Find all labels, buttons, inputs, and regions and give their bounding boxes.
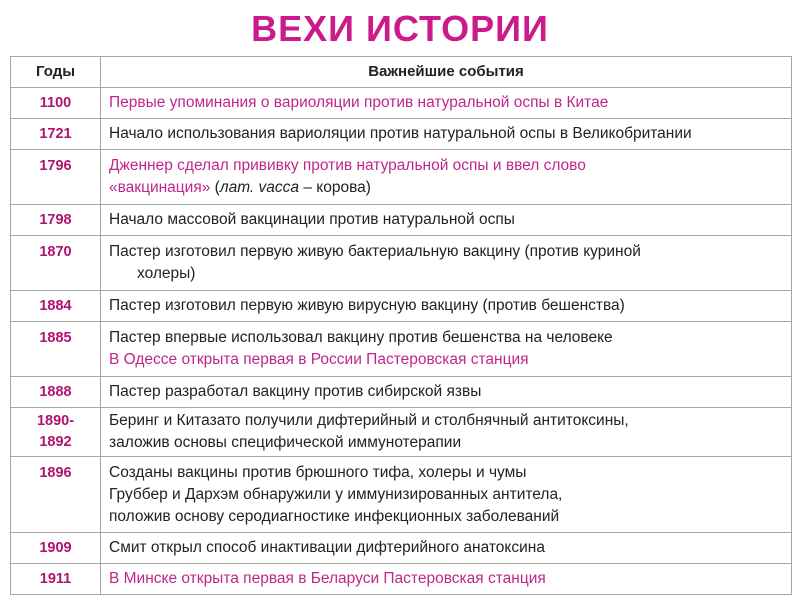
event-cell xyxy=(101,564,792,595)
year-cell xyxy=(11,408,101,457)
table-row xyxy=(11,150,792,205)
table-header-row xyxy=(11,57,792,88)
year-cell: 1798 xyxy=(11,205,101,236)
year-cell: 1796 xyxy=(11,150,101,205)
event-line: Пастер впервые использовал вакцину против бешенства на человеке xyxy=(109,329,613,346)
year-cell: 1721 xyxy=(11,119,101,150)
year-cell: 1100 xyxy=(11,88,101,119)
event-line: Пастер изготовил первую живую вирусную вакцину (против бешенства) xyxy=(109,297,625,314)
year-cell: 1888 xyxy=(11,377,101,408)
event-line: Созданы вакцины против брюшного тифа, холеры и чумы xyxy=(109,463,527,481)
event-cell xyxy=(101,236,792,291)
history-table xyxy=(10,56,792,595)
page-title: ВЕХИ ИСТОРИИ xyxy=(251,8,549,49)
table-row xyxy=(11,291,792,322)
event-cell xyxy=(101,291,792,322)
table-row xyxy=(11,88,792,119)
event-line: положив основу серодиагностике инфекционных заболеваний xyxy=(109,507,560,525)
table-row xyxy=(11,377,792,408)
event-line: Начало использования вариоляции против натуральной оспы в Великобритании xyxy=(109,125,692,142)
event-line: Смит открыл способ инактивации дифтерийного анатоксина xyxy=(109,539,545,556)
year-cell: 1870 xyxy=(11,236,101,291)
year-cell: 1911 xyxy=(11,564,101,595)
event-line: В Минске открыта первая в Беларуси Пастеровская станция xyxy=(109,570,546,587)
event-cell xyxy=(101,533,792,564)
table-row xyxy=(11,457,792,533)
year-cell: 1884 xyxy=(11,291,101,322)
event-cell xyxy=(101,205,792,236)
event-line: Пастер изготовил первую живую бактериальную вакцину (против куриной xyxy=(109,243,641,260)
event-line: Пастер разработал вакцину против сибирской язвы xyxy=(109,383,482,400)
year-line: 1892 xyxy=(39,434,72,450)
header-years: Годы xyxy=(11,57,101,88)
event-line: Первые упоминания о вариоляции против натуральной оспы в Китае xyxy=(109,94,609,111)
event-cell xyxy=(101,150,792,205)
event-line: В Одессе открыта первая в России Пастеровская станция xyxy=(109,351,529,368)
event-line: холеры) xyxy=(137,265,196,282)
header-events: Важнейшие события xyxy=(101,57,792,88)
table-row xyxy=(11,205,792,236)
event-line: Дженнер сделал прививку против натуральной оспы и ввел слово xyxy=(109,157,586,174)
event-cell xyxy=(101,408,792,457)
term-vaccination: «вакцинация» xyxy=(109,179,211,196)
event-cell xyxy=(101,457,792,533)
year-cell: 1896 xyxy=(11,457,101,533)
event-line: заложив основы специфической иммунотерапии xyxy=(109,434,462,451)
event-line: Груббер и Дархэм обнаружили у иммунизированных антитела, xyxy=(109,485,563,503)
paren-open: ( xyxy=(210,179,220,196)
table-row xyxy=(11,564,792,595)
event-cell xyxy=(101,88,792,119)
event-cell xyxy=(101,377,792,408)
translation: – корова) xyxy=(299,179,371,196)
event-line xyxy=(109,177,785,199)
table-row xyxy=(11,533,792,564)
year-cell: 1909 xyxy=(11,533,101,564)
table-row xyxy=(11,236,792,291)
event-line: Беринг и Китазато получили дифтерийный и столбнячный антитоксины, xyxy=(109,412,629,429)
event-cell xyxy=(101,322,792,377)
table-row xyxy=(11,119,792,150)
table-row xyxy=(11,322,792,377)
table-row xyxy=(11,408,792,457)
event-cell xyxy=(101,119,792,150)
event-line: Начало массовой вакцинации против натуральной оспы xyxy=(109,211,515,228)
year-cell: 1885 xyxy=(11,322,101,377)
latin-term: лат. vacca xyxy=(219,179,300,196)
year-line: 1890- xyxy=(36,413,75,429)
